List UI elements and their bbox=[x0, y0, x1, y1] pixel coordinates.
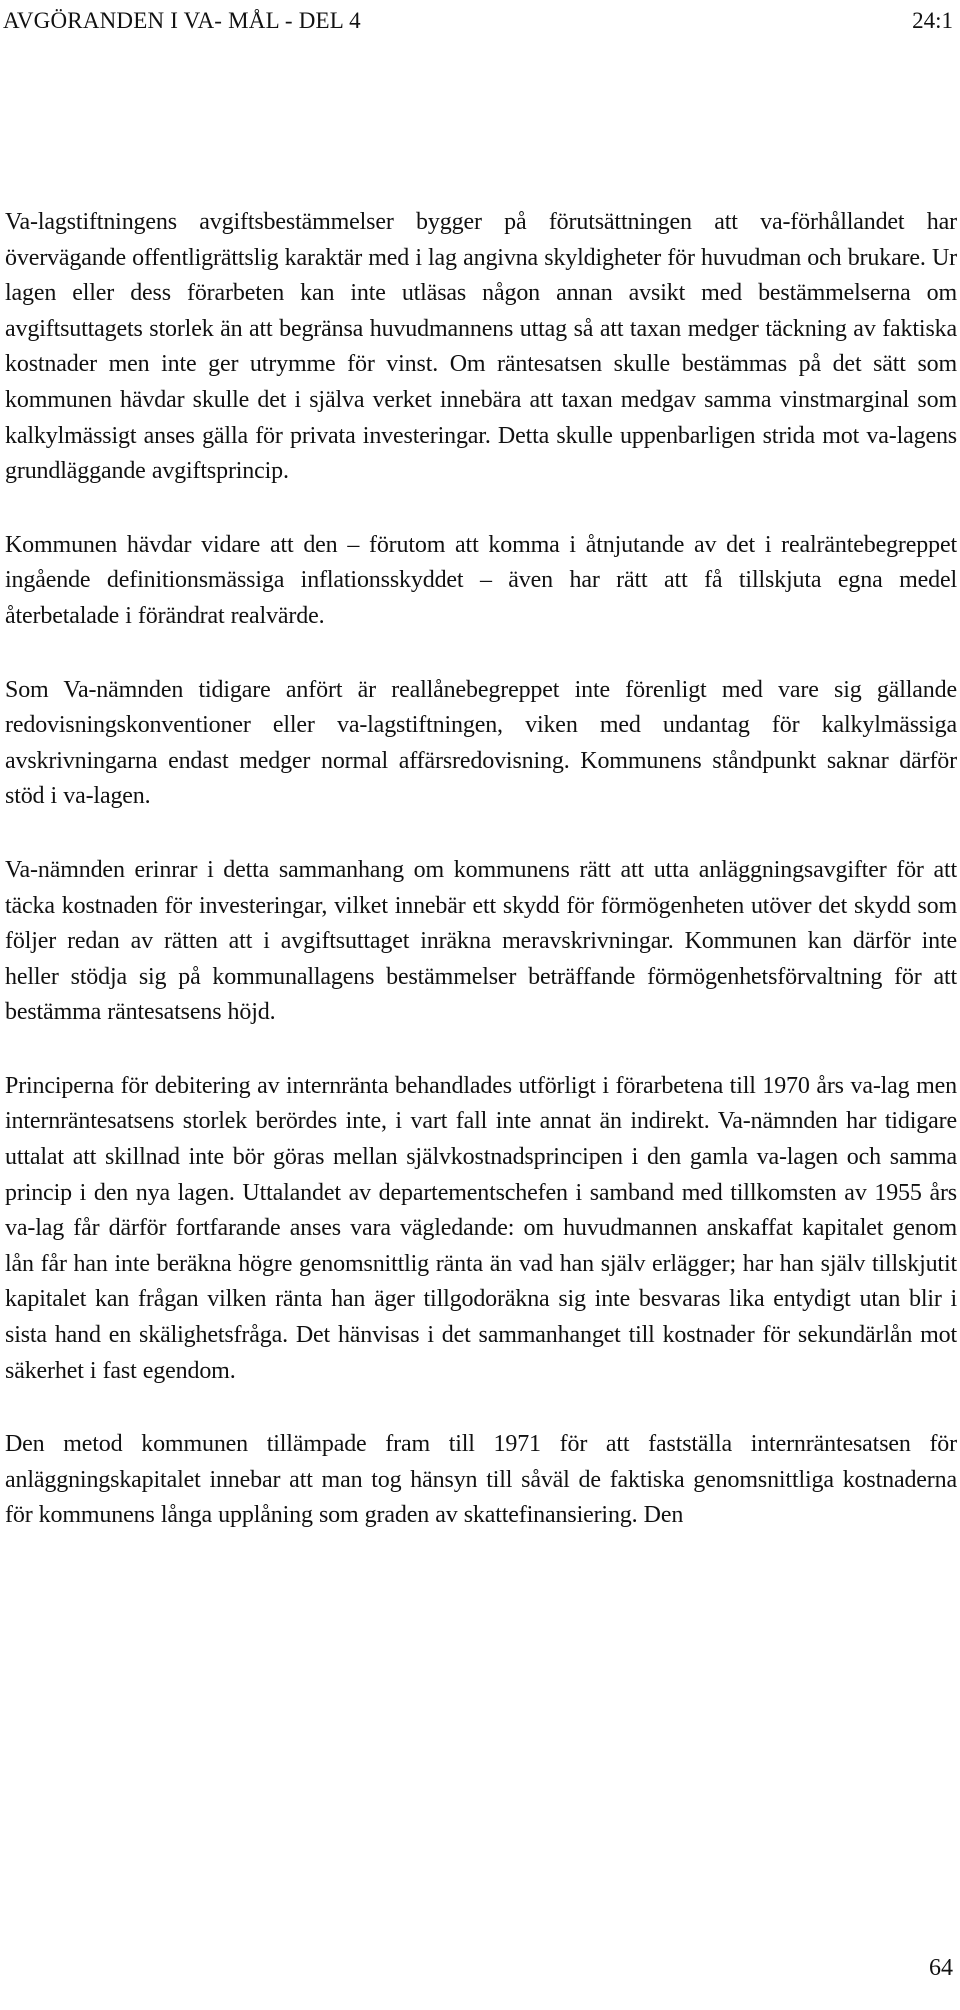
paragraph-2: Kommunen hävdar vidare att den – förutom att komma i åtnjutande av det i realräntebegreppet ingående definitionsmässiga inflationsskyddet – även har rätt att få tillskjuta egna medel återbetalade i förändrat realvärde. bbox=[5, 531, 957, 629]
running-header-section: 24:1 bbox=[912, 8, 953, 33]
paragraph-5: Principerna för debitering av internränta behandlades utförligt i förarbetena till 1970 års va-lag men internräntesatsens storlek berördes inte, i vart fall inte annat än indirekt. Va-nämnden har tidigare uttalat att skillnad inte bör göras mellan självkostnadsprincipen i den gamla va-lagen och samma princip i den nya lagen. Uttalandet av departementschefen i samband med tillkomsten av 1955 års va-lag får därför fortfarande anses vara vägledande: om huvudmannen anskaffat kapitalet genom lån får han inte beräkna högre genomsnittlig ränta än vad han själv erlägger; har han själv tillskjutit kapitalet kan frågan vilken ränta han äger tillgodoräkna sig inte besvaras lika entydigt utan blir i sista hand en skälighetsfråga. Det hänvisas i det sammanhanget till kostnader för sekundärlån mot säkerhet i fast egendom. bbox=[5, 1072, 957, 1384]
paragraph-spacer bbox=[5, 1031, 957, 1069]
body-text bbox=[5, 205, 957, 1534]
page-number: 64 bbox=[929, 1955, 953, 1981]
paragraph-1: Va-lagstiftningens avgiftsbestämmelser bygger på förutsättningen att va-förhållandet har övervägande offentligrättslig karaktär med i lag angivna skyldigheter för huvudman och brukare. Ur lagen eller dess förarbeten kan inte utläsas någon annan avsikt med bestämmelserna om avgiftsuttagets storlek än att begränsa huvudmannens uttag så att taxan medger täckning av faktiska kostnader men inte ger utrymme för vinst. Om räntesatsen skulle bestämmas på det sätt som kommunen hävdar skulle det i själva verket innebära att taxan medgav samma vinstmarginal som kalkylmässigt anses gälla för privata investeringar. Detta skulle uppenbarligen strida mot va-lagens grundläggande avgiftsprincip. bbox=[5, 209, 957, 485]
paragraph-6: Den metod kommunen tillämpade fram till 1971 för att fastställa internräntesatsen för anläggningskapitalet innebar att man tog hänsyn till såväl de faktiska genomsnittliga kostnaderna för kommunens långa upplåning som graden av skattefinansiering. Den bbox=[5, 1431, 957, 1529]
paragraph-spacer bbox=[5, 815, 957, 853]
paragraph-spacer bbox=[5, 1389, 957, 1427]
running-header-title: AVGÖRANDEN I VA- MÅL - DEL 4 bbox=[3, 8, 361, 33]
paragraph-spacer bbox=[5, 490, 957, 528]
paragraph-spacer bbox=[5, 635, 957, 673]
paragraph-3: Som Va-nämnden tidigare anfört är reallånebegreppet inte förenligt med vare sig gällande redovisningskonventioner eller va-lagstiftningen, viken med undantag för kalkylmässiga avskrivningarna endast medger normal affärsredovisning. Kommunens ståndpunkt saknar därför stöd i va-lagen. bbox=[5, 676, 957, 810]
paragraph-4: Va-nämnden erinrar i detta sammanhang om kommunens rätt att utta anläggningsavgifter för att täcka kostnaden för investeringar, vilket innebär ett skydd för förmögenheten utöver det skydd som följer redan av rätten att i avgiftsuttaget inräkna meravskrivningar. Kommunen kan därför inte heller stödja sig på kommunallagens bestämmelser beträffande förmögenhetsförvaltning för att bestämma räntesatsens höjd. bbox=[5, 856, 957, 1026]
